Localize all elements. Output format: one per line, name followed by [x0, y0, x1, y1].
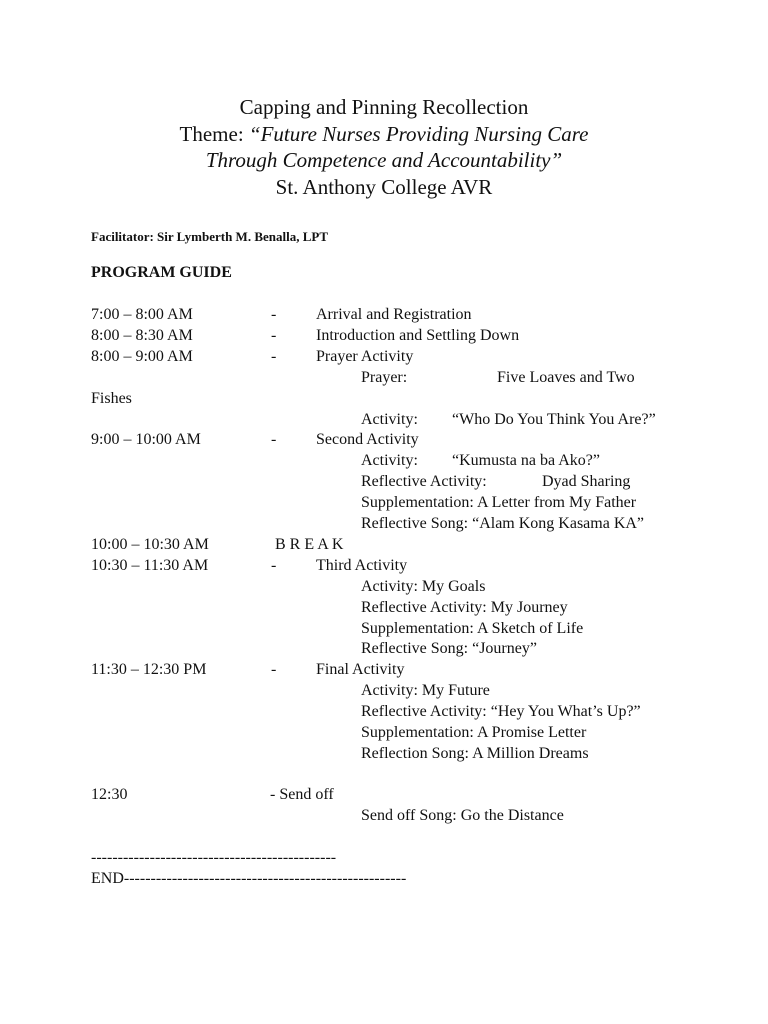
dash-7-00: - — [271, 306, 277, 323]
song-third: Reflective Song: “Journey” — [361, 640, 537, 657]
supplementation-third: Supplementation: A Sketch of Life — [361, 620, 584, 637]
dash-11-30: - — [271, 661, 277, 678]
activity-value-second: “Kumusta na ba Ako?” — [452, 452, 600, 469]
item-break: B R E A K — [275, 536, 344, 553]
activity-third: Activity: My Goals — [361, 578, 486, 595]
facilitator: Facilitator: Sir Lymberth M. Benalla, LPT — [91, 229, 328, 244]
theme-label: Theme: — [179, 121, 249, 146]
song-final: Reflection Song: A Million Dreams — [361, 745, 589, 762]
prayer-label: Prayer: — [361, 369, 408, 386]
activity-label-prayer: Activity: — [361, 411, 418, 428]
theme-line-2: Through Competence and Accountability” — [205, 148, 563, 172]
item-final-activity: Final Activity — [316, 661, 405, 678]
supplementation-final: Supplementation: A Promise Letter — [361, 724, 587, 741]
reflective-third: Reflective Activity: My Journey — [361, 599, 568, 616]
document-title: Capping and Pinning Recollection — [239, 95, 529, 119]
dash-9-00: - — [271, 431, 277, 448]
item-second-activity: Second Activity — [316, 431, 419, 448]
song-second: Reflective Song: “Alam Kong Kasama KA” — [361, 515, 645, 532]
item-arrival: Arrival and Registration — [316, 306, 472, 323]
time-8-00-8-30: 8:00 – 8:30 AM — [91, 327, 193, 344]
time-10-30: 10:30 – 11:30 AM — [91, 557, 209, 574]
supplementation-second: Supplementation: A Letter from My Father — [361, 494, 637, 511]
dash-10-30: - — [271, 557, 277, 574]
reflective-label-second: Reflective Activity: — [361, 473, 487, 490]
reflective-value-second: Dyad Sharing — [542, 473, 631, 490]
song-send-off: Send off Song: Go the Distance — [361, 807, 564, 824]
item-introduction: Introduction and Settling Down — [316, 327, 520, 344]
theme-text-1: “Future Nurses Providing Nursing Care — [248, 121, 589, 146]
time-11-30: 11:30 – 12:30 PM — [91, 661, 207, 678]
prayer-value-wrap: Fishes — [91, 390, 132, 407]
activity-final: Activity: My Future — [361, 682, 490, 699]
theme-line-1 — [0, 121, 768, 148]
dash-8-00-9-00: - — [271, 348, 277, 365]
activity-value-prayer: “Who Do You Think You Are?” — [452, 411, 656, 428]
document-header — [0, 94, 768, 200]
dash-8-00-8-30: - — [271, 327, 277, 344]
time-12-30: 12:30 — [91, 786, 128, 803]
prayer-value: Five Loaves and Two — [497, 369, 635, 386]
footer-dashes: ---------------------------------------------- — [91, 849, 337, 866]
footer-end: END----------------------------------------------------- — [91, 870, 407, 887]
activity-label-second: Activity: — [361, 452, 418, 469]
venue: St. Anthony College AVR — [275, 174, 493, 199]
program-guide-heading: PROGRAM GUIDE — [91, 264, 232, 281]
item-prayer-activity: Prayer Activity — [316, 348, 414, 365]
reflective-final: Reflective Activity: “Hey You What’s Up?” — [361, 703, 641, 720]
time-7-00: 7:00 – 8:00 AM — [91, 306, 193, 323]
item-third-activity: Third Activity — [316, 557, 408, 574]
time-9-00: 9:00 – 10:00 AM — [91, 431, 201, 448]
time-break: 10:00 – 10:30 AM — [91, 536, 209, 553]
item-send-off: - Send off — [270, 786, 334, 803]
time-8-00-9-00: 8:00 – 9:00 AM — [91, 348, 193, 365]
